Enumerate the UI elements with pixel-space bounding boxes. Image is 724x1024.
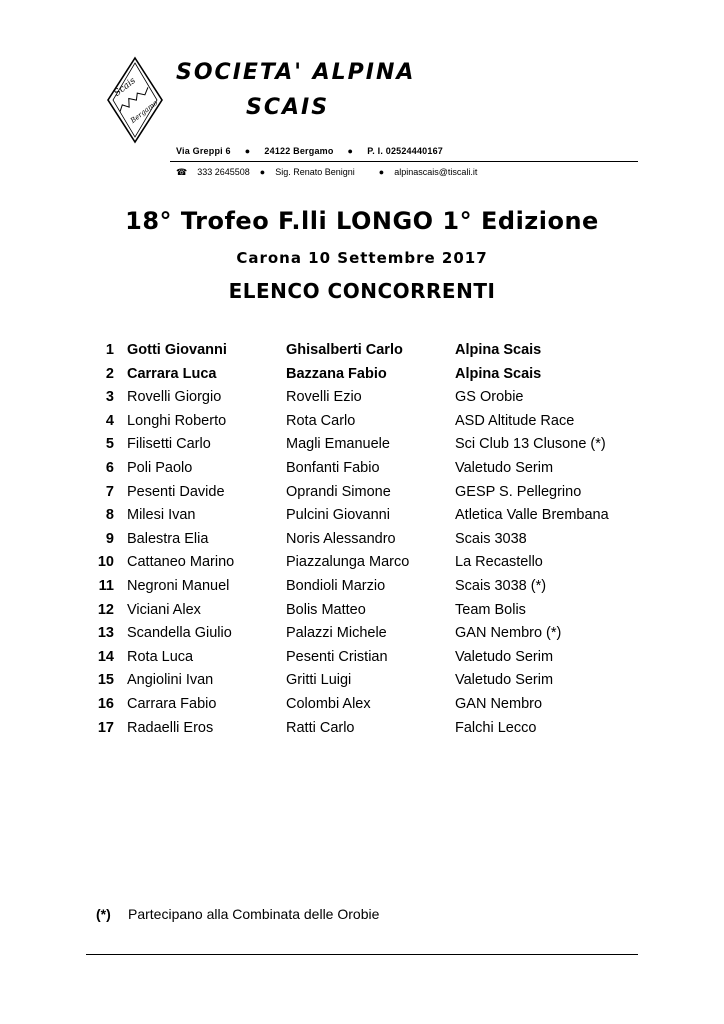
entry-number: 1	[105, 342, 114, 358]
competitor-2: Bonfanti Fabio	[286, 459, 380, 476]
address-line	[176, 146, 443, 156]
entry-number: 5	[105, 436, 114, 453]
org-name-line2: SCAIS	[246, 95, 330, 120]
competitor-1: Milesi Ivan	[127, 507, 196, 524]
club-logo	[106, 56, 164, 144]
team-name: Valetudo Serim	[455, 648, 554, 665]
competitor-2: Rovelli Ezio	[286, 389, 362, 406]
list-item	[0, 576, 724, 600]
vat-number: P. I. 02524440167	[367, 146, 443, 156]
team-name: GESP S. Pellegrino	[455, 483, 582, 500]
competitor-2: Bondioli Marzio	[286, 577, 386, 594]
entry-number: 13	[97, 625, 114, 642]
footnote-mark: (*)	[96, 906, 111, 922]
team-name: Team Bolis	[455, 601, 526, 618]
entry-number: 3	[105, 389, 114, 406]
team-name: GAN Nembro (*)	[455, 625, 562, 642]
competitor-2: Oprandi Simone	[286, 483, 391, 500]
competitor-2: Pesenti Cristian	[286, 648, 388, 665]
org-name-line1: SOCIETA' ALPINA	[176, 60, 416, 85]
header-divider	[170, 161, 638, 162]
team-name: Valetudo Serim	[455, 672, 554, 689]
contact-line	[176, 167, 487, 178]
competitor-2: Rota Carlo	[286, 412, 356, 429]
phone-icon: ☎	[176, 167, 188, 177]
list-item	[0, 387, 724, 411]
competitor-1: Viciani Alex	[127, 601, 201, 618]
list-item	[0, 411, 724, 435]
list-item	[0, 552, 724, 576]
competitor-1: Carrara Luca	[127, 365, 217, 382]
entry-number: 11	[98, 577, 114, 594]
competitor-1: Carrara Fabio	[127, 695, 217, 712]
team-name: Falchi Lecco	[455, 719, 537, 736]
competitor-1: Cattaneo Marino	[127, 554, 235, 571]
email-address: alpinascais@tiscali.it	[394, 167, 478, 177]
competitor-1: Scandella Giulio	[127, 625, 232, 642]
list-item	[0, 482, 724, 506]
list-item	[0, 647, 724, 671]
entry-number: 12	[97, 601, 114, 618]
entry-number: 4	[105, 412, 114, 429]
list-item	[0, 529, 724, 553]
bullet-separator: ●	[259, 167, 266, 177]
postcode-city: 24122 Bergamo	[264, 146, 334, 156]
competitor-1: Gotti Giovanni	[127, 342, 227, 358]
footnote-text: Partecipano alla Combinata delle Orobie	[128, 906, 380, 922]
competitor-2: Noris Alessandro	[286, 530, 396, 547]
team-name: Sci Club 13 Clusone (*)	[455, 436, 606, 453]
team-name: Valetudo Serim	[455, 459, 554, 476]
competitor-1: Negroni Manuel	[127, 577, 230, 594]
team-name: Alpina Scais	[455, 365, 542, 382]
team-name: La Recastello	[455, 554, 543, 571]
list-item	[0, 718, 724, 742]
competitor-2: Colombi Alex	[286, 695, 371, 712]
list-item	[0, 600, 724, 624]
entry-number: 9	[105, 530, 114, 547]
entry-number: 7	[105, 483, 114, 500]
team-name: Alpina Scais	[455, 342, 542, 358]
competitor-1: Angiolini Ivan	[127, 672, 214, 689]
team-name: GS Orobie	[455, 389, 524, 406]
competitor-1: Poli Paolo	[127, 459, 193, 476]
team-name: ASD Altitude Race	[455, 412, 575, 429]
entry-number: 16	[97, 695, 114, 712]
competitor-1: Rota Luca	[127, 648, 194, 665]
list-item	[0, 458, 724, 482]
entry-number: 10	[97, 554, 114, 571]
entry-number: 8	[105, 507, 114, 524]
competitor-2: Ghisalberti Carlo	[286, 342, 403, 358]
phone-number: 333 2645508	[197, 167, 250, 177]
contact-person: Sig. Renato Benigni	[275, 167, 355, 177]
competitor-2: Palazzi Michele	[286, 625, 387, 642]
entry-number: 6	[105, 459, 114, 476]
competitor-1: Pesenti Davide	[127, 483, 225, 500]
list-item	[0, 694, 724, 718]
competitor-1: Filisetti Carlo	[127, 436, 211, 453]
competitor-2: Magli Emanuele	[286, 436, 390, 453]
competitor-1: Rovelli Giorgio	[127, 389, 222, 406]
list-item	[0, 505, 724, 529]
competitor-2: Bolis Matteo	[286, 601, 366, 618]
entry-number: 15	[97, 672, 114, 689]
list-item	[0, 364, 724, 388]
list-item	[0, 340, 724, 364]
entry-number: 17	[97, 719, 114, 736]
team-name: GAN Nembro	[455, 695, 543, 712]
bullet-separator: ●	[378, 167, 385, 177]
team-name: Scais 3038	[455, 530, 527, 547]
list-item	[0, 434, 724, 458]
competitor-1: Longhi Roberto	[127, 412, 227, 429]
bullet-separator: ●	[244, 146, 251, 156]
entry-number: 14	[97, 648, 114, 665]
competitor-1: Radaelli Eros	[127, 719, 214, 736]
competitor-2: Bazzana Fabio	[286, 365, 387, 382]
bullet-separator: ●	[347, 146, 354, 156]
street-address: Via Greppi 6	[176, 146, 231, 156]
entry-number: 2	[105, 365, 114, 382]
competitor-2: Piazzalunga Marco	[286, 554, 410, 571]
competitors-list	[0, 340, 724, 741]
list-title: ELENCO CONCORRENTI	[228, 279, 496, 303]
logo-text-top: Scais	[112, 76, 138, 99]
team-name: Atletica Valle Brembana	[455, 507, 609, 524]
competitor-1: Balestra Elia	[127, 530, 209, 547]
event-title: 18° Trofeo F.lli LONGO 1° Edizione	[125, 207, 599, 235]
competitor-2: Ratti Carlo	[286, 719, 355, 736]
footer-divider	[86, 954, 638, 955]
team-name: Scais 3038 (*)	[455, 577, 547, 594]
event-subtitle: Carona 10 Settembre 2017	[236, 249, 488, 267]
list-item	[0, 623, 724, 647]
list-item	[0, 670, 724, 694]
competitor-2: Pulcini Giovanni	[286, 507, 390, 524]
logo-text-bottom: Bergamo	[129, 98, 160, 125]
competitor-2: Gritti Luigi	[286, 672, 352, 689]
